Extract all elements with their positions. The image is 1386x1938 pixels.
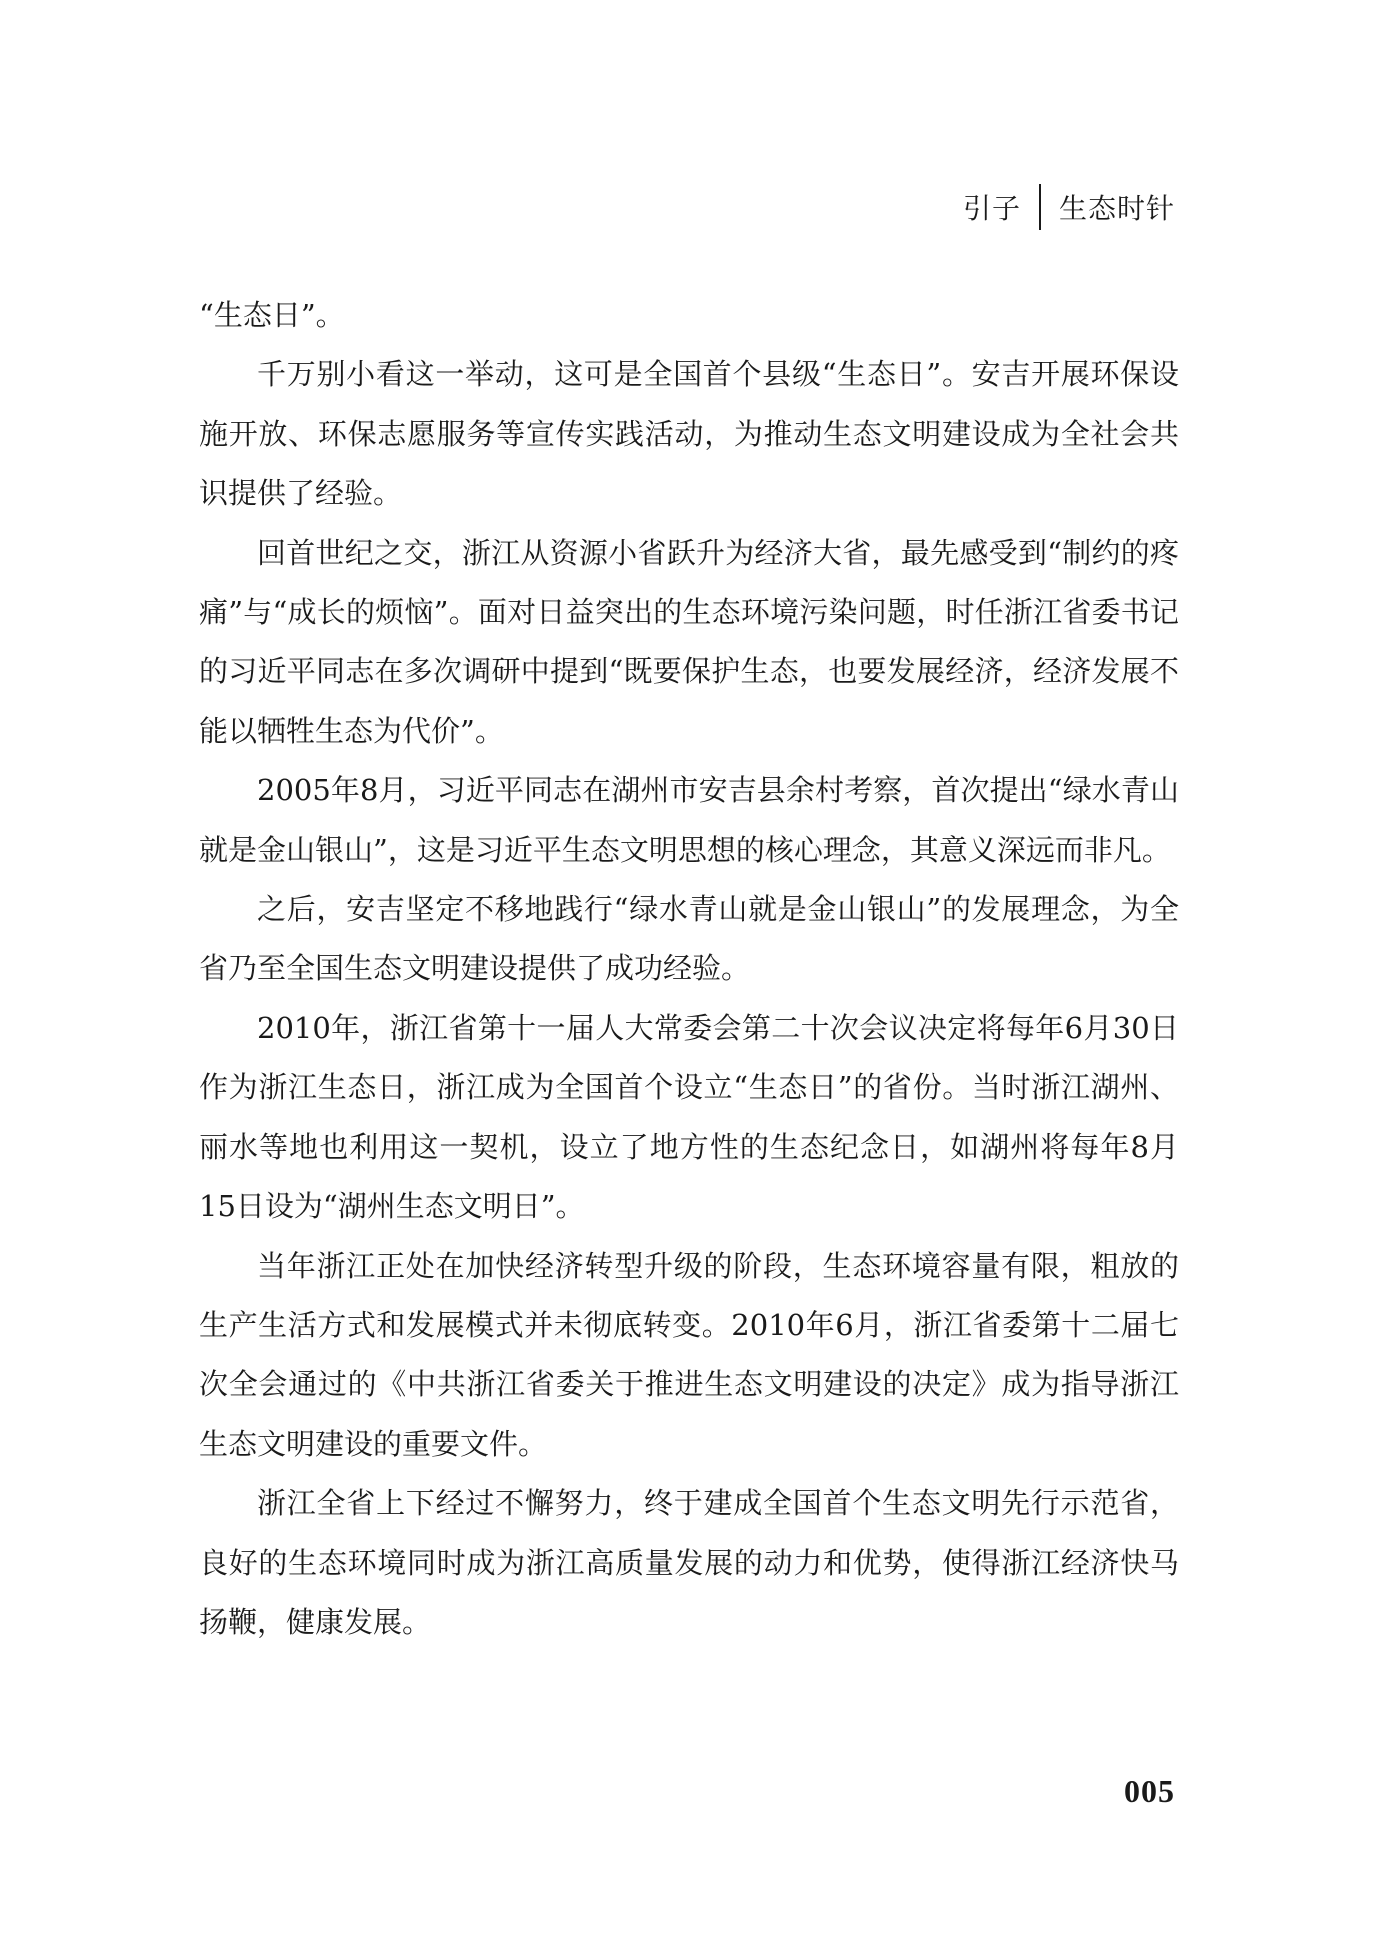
running-header	[963, 183, 1175, 231]
paragraph: 千万别小看这一举动，这可是全国首个县级“生态日”。安吉开展环保设施开放、环保志愿服务等宣传实践活动，为推动生态文明建设成为全社会共识提供了经验。	[199, 357, 1179, 511]
page-number: 005	[1124, 1773, 1175, 1809]
chapter-label: 引子	[962, 192, 1021, 225]
paragraph-continuation: “生态日”。	[199, 298, 345, 332]
paragraph: 2005年8月，习近平同志在湖州市安吉县余村考察，首次提出“绿水青山就是金山银山”，这是习近平生态文明思想的核心理念，其意义深远而非凡。	[199, 773, 1179, 867]
paragraph: 当年浙江正处在加快经济转型升级的阶段，生态环境容量有限，粗放的生产生活方式和发展模式并未彻底转变。2010年6月，浙江省委第十二届七次全会通过的《中共浙江省委关于推进生态文明建设的决定》成为指导浙江生态文明建设的重要文件。	[199, 1248, 1179, 1461]
section-title: 生态时针	[1058, 192, 1175, 225]
paragraph: 回首世纪之交，浙江从资源小省跃升为经济大省，最先感受到“制约的疼痛”与“成长的烦恼”。面对日益突出的生态环境污染问题，时任浙江省委书记的习近平同志在多次调研中提到“既要保护生态，也要发展经济，经济发展不能以牺牲生态为代价”。	[199, 535, 1179, 748]
paragraph: 之后，安吉坚定不移地践行“绿水青山就是金山银山”的发展理念，为全省乃至全国生态文明建设提供了成功经验。	[199, 892, 1179, 986]
paragraph: 浙江全省上下经过不懈努力，终于建成全国首个生态文明先行示范省，良好的生态环境同时成为浙江高质量发展的动力和优势，使得浙江经济快马扬鞭，健康发展。	[199, 1486, 1179, 1639]
body-text	[199, 286, 1179, 1652]
header-divider	[1039, 184, 1041, 230]
paragraph: 2010年，浙江省第十一届人大常委会第二十次会议决定将每年6月30日作为浙江生态日，浙江成为全国首个设立“生态日”的省份。当时浙江湖州、丽水等地也利用这一契机，设立了地方性的生态纪念日，如湖州将每年8月15日设为“湖州生态文明日”。	[199, 1010, 1179, 1224]
